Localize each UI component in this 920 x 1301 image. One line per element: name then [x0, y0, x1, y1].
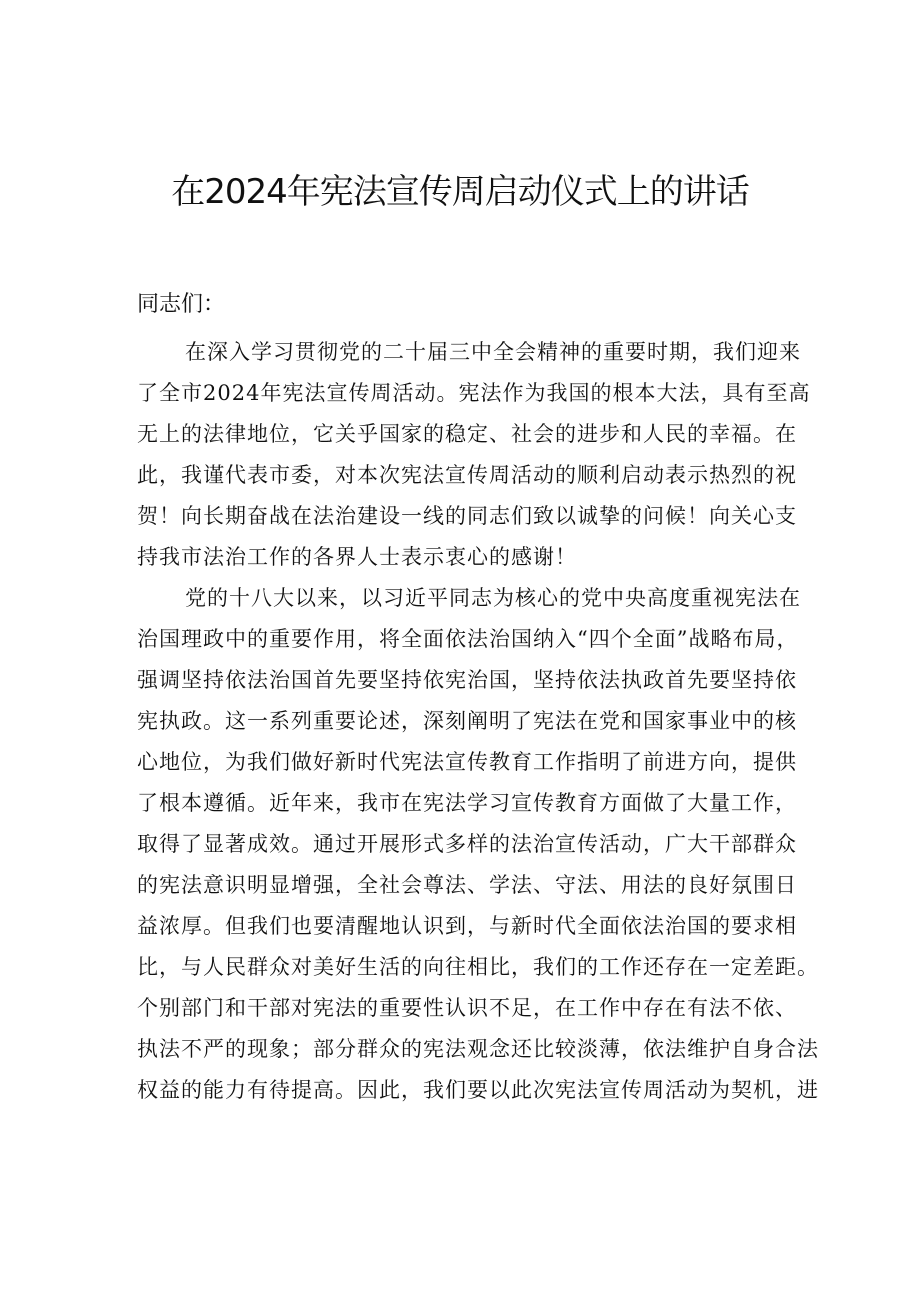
paragraph-line: 权益的能力有待提高。因此，我们要以此次宪法宣传周活动为契机，进: [137, 1078, 819, 1102]
paragraph-line: 党的十八大以来，以习近平同志为核心的党中央高度重视宪法在: [185, 586, 801, 610]
paragraph-line: 的宪法意识明显增强，全社会尊法、学法、守法、用法的良好氛围日: [137, 873, 797, 897]
document-title: 在2024年宪法宣传周启动仪式上的讲话: [171, 172, 749, 212]
paragraph-line: 心地位，为我们做好新时代宪法宣传教育工作指明了前进方向，提供: [137, 750, 797, 774]
paragraph-line: 宪执政。这一系列重要论述，深刻阐明了宪法在党和国家事业中的核: [137, 709, 797, 733]
paragraph-line: 治国理政中的重要作用，将全面依法治国纳入“四个全面”战略布局，: [137, 627, 799, 651]
paragraph-line: 了全市2024年宪法宣传周活动。宪法作为我国的根本大法，具有至高: [137, 381, 811, 405]
paragraph-2: [137, 578, 819, 1111]
salutation: 同志们：: [137, 292, 226, 317]
paragraph-line: 贺！向长期奋战在法治建设一线的同志们致以诚挚的问候！向关心支: [137, 504, 797, 528]
paragraph-line: 强调坚持依法治国首先要坚持依宪治国，坚持依法执政首先要坚持依: [137, 668, 797, 692]
paragraph-line: 执法不严的现象；部分群众的宪法观念还比较淡薄，依法维护自身合法: [137, 1037, 819, 1061]
paragraph-line: 了根本遵循。近年来，我市在宪法学习宣传教育方面做了大量工作，: [137, 791, 797, 815]
paragraph-line: 持我市法治工作的各界人士表示衷心的感谢！: [137, 545, 577, 569]
paragraph-line: 此，我谨代表市委，对本次宪法宣传周活动的顺利启动表示热烈的祝: [137, 463, 797, 487]
paragraph-line: 益浓厚。但我们也要清醒地认识到，与新时代全面依法治国的要求相: [137, 914, 797, 938]
paragraph-line: 在深入学习贯彻党的二十届三中全会精神的重要时期，我们迎来: [185, 340, 801, 364]
paragraph-line: 比，与人民群众对美好生活的向往相比，我们的工作还存在一定差距。: [137, 955, 819, 979]
paragraph-1: [137, 332, 811, 578]
paragraph-line: 无上的法律地位，它关乎国家的稳定、社会的进步和人民的幸福。在: [137, 422, 797, 446]
paragraph-line: 个别部门和干部对宪法的重要性认识不足，在工作中存在有法不依、: [137, 996, 797, 1020]
paragraph-line: 取得了显著成效。通过开展形式多样的法治宣传活动，广大干部群众: [137, 832, 797, 856]
